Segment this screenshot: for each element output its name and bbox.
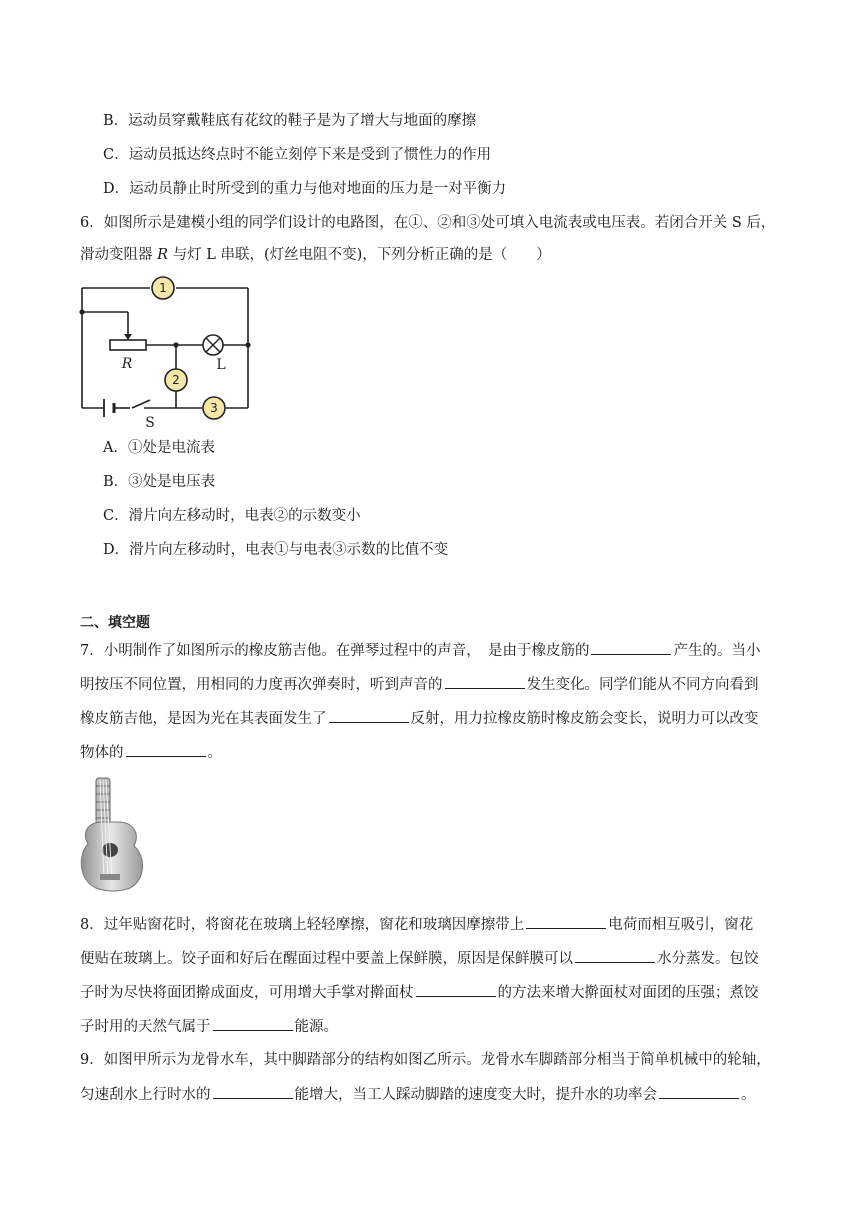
q5-option-b: B．运动员穿戴鞋底有花纹的鞋子是为了增大与地面的摩擦 — [103, 113, 477, 129]
q6-stem-text: 滑动变阻器 — [80, 247, 158, 263]
section-heading: 二、填空题 — [80, 615, 150, 631]
rheostat-r — [110, 340, 146, 350]
q8-line1: 8．过年贴窗花时，将窗花在玻璃上轻轻摩擦，窗花和玻璃因摩擦带上 电荷而相互吸引，窗花 — [80, 914, 753, 935]
answer-blank[interactable] — [659, 1084, 739, 1099]
q9-line2: 匀速刮水上行时水的 能增大，当工人踩动脚踏的速度变大时，提升水的功率会 。 — [80, 1084, 756, 1105]
q9-line1: 9．如图甲所示为龙骨水车，其中脚踏部分的结构如图乙所示。龙骨水车脚踏部分相当于简单机械中的轮轴， — [80, 1052, 771, 1068]
q8-line3: 子时为尽快将面团擀成面皮，可用增大手掌对擀面杖 的方法来增大擀面杖对面团的压强；煮饺 — [80, 982, 759, 1003]
meter-1-label: 1 — [159, 281, 167, 295]
q7-line1: 7．小明制作了如图所示的橡皮筋吉他。在弹琴过程中的声音， 是由于橡皮筋的 产生的。当小 — [80, 640, 760, 661]
answer-blank[interactable] — [213, 1016, 293, 1031]
answer-blank[interactable] — [126, 742, 206, 757]
answer-blank[interactable] — [526, 914, 606, 929]
q6-option-a: A．①处是电流表 — [103, 440, 215, 456]
q5-option-d: D．运动员静止时所受到的重力与他对地面的压力是一对平衡力 — [103, 181, 507, 197]
meter-2-label: 2 — [172, 373, 180, 387]
circuit-diagram — [70, 270, 270, 435]
answer-blank[interactable] — [575, 948, 655, 963]
slider-arrow — [124, 334, 132, 340]
q6-option-d: D．滑片向左移动时，电表①与电表③示数的比值不变 — [103, 542, 449, 558]
answer-blank[interactable] — [591, 640, 671, 655]
q6-option-b: B．③处是电压表 — [103, 474, 216, 490]
answer-blank[interactable] — [445, 674, 525, 689]
q6-stem-text-end: 与灯 L 串联，(灯丝电阻不变)，下列分析正确的是（ ） — [168, 247, 551, 263]
q8-line4: 子时用的天然气属于 能源。 — [80, 1016, 338, 1037]
q7-line2: 明按压不同位置，用相同的力度再次弹奏时，听到声音的 发生变化。同学们能从不同方向看到 — [80, 674, 759, 695]
rheostat-label: R — [121, 356, 133, 372]
meter-3-label: 3 — [210, 401, 218, 415]
lamp-label: L — [216, 357, 226, 373]
answer-blank[interactable] — [329, 708, 409, 723]
q6-stem-line2 — [80, 245, 551, 265]
answer-blank[interactable] — [416, 982, 496, 997]
q7-line4: 物体的 。 — [80, 742, 222, 763]
q6-option-c: C．滑片向左移动时，电表②的示数变小 — [103, 508, 361, 524]
q8-line2: 便贴在玻璃上。饺子面和好后在醒面过程中要盖上保鲜膜，原因是保鲜膜可以 水分蒸发。包饺 — [80, 948, 759, 969]
q6-stem-line1: 6．如图所示是建模小组的同学们设计的电路图，在①、②和③处可填入电流表或电压表。若闭合开关 S 后， — [80, 215, 776, 231]
q7-line3: 橡皮筋吉他，是因为光在其表面发生了 反射，用力拉橡皮筋时橡皮筋会变长，说明力可以改变 — [80, 708, 759, 729]
rubber-band-guitar-image — [76, 776, 148, 894]
q6-stem-r-symbol: R — [157, 247, 169, 263]
q5-option-c: C．运动员抵达终点时不能立刻停下来是受到了惯性力的作用 — [103, 147, 492, 163]
switch-label: S — [145, 415, 155, 431]
answer-blank[interactable] — [213, 1084, 293, 1099]
